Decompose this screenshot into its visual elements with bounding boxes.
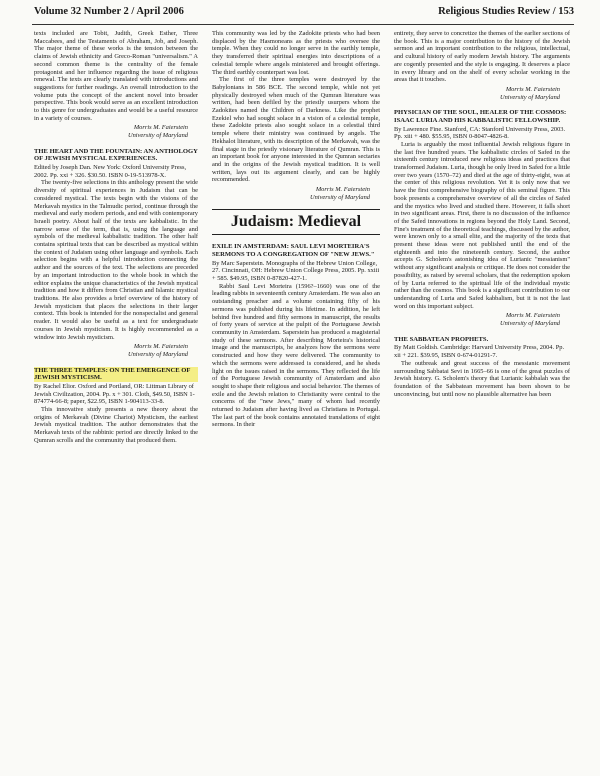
review-body: The outbreak and great success of the messianic movement surrounding Sabbatai Sevi in 1665–66 is one of the great puzzles of Jewish history. G. Scholem's theory that Lurianic kabbalah was the foundation of the Sabbatean movement has been shown to be unconvincing, but until now no plausible alternative has been [394,359,570,398]
review-body: This innovative study presents a new theory about the origins of Merkavah (Divine Chariot) Mysticism, the earliest Jewish mystical tradition. The author demonstrates that the Merkavah texts of the rabbinic period are directly linked to the Qumran scrolls and the community that produced them. [34,405,198,444]
running-header-left: Volume 32 Number 2 / April 2006 [34,6,184,17]
reviewer-affiliation: University of Maryland [128,350,188,358]
review-body: Luria is arguably the most influential Jewish religious figure in the last five hundred years. The kabbalistic circles of Safed in the sixteenth century introduced new religious ideas and practices that transformed Judaism. Luria, though he only lived in Safed for a little over two years (1570–72) and died at the age of thirty-eight, was at the center of this religious revolution. Yet it is only now that we have the first comprehensive biography of this seminal figure. This book presents a comprehensive overview of all the circles of Safed and the mystics who lived and studied there. However, it falls short in two significant areas. First, there is no discussion of the influence of the Safed innovations in regions beyond the Holy Land. Second, Fine's treatment of the theoretical teachings, discussed by the author, were known only to a small elite, and the majority of the texts that present these ideas were not published until the end of the eighteenth and into the nineteenth century. Second, the author accepts G. Scholem's astonishing idea of Lurianic "messianism" without any significant analysis or critique. He does not consider the possibility, as raised by several scholars, that the redemption spoken of by Luria referred to the spiritual life of the individual mystic rather than the cosmos. This book is a significant contribution to our understanding of Luria and Safed kabbalism, but it is not the last word on this important subject. [394,140,570,310]
reviewer-affiliation: University of Maryland [500,320,560,328]
reviewer-affiliation: University of Maryland [128,132,188,140]
reviewer-signature [34,343,188,358]
column-3 [394,30,570,772]
column-2 [212,30,380,772]
review-citation: By Rachel Elior. Oxford and Portland, OR: Littman Library of Jewish Civilization, 2004. Pp. x + 301. Cloth, $49.50, ISBN 1-874774-66-8; paper, $22.95, ISBN 1-904113-33-8. [34,382,195,406]
reviewer-affiliation: University of Maryland [310,193,370,201]
column-1 [34,30,198,772]
review-title: THE SABBATEAN PROPHETS. [394,335,489,343]
reviewer-name: Morris M. Faierstein [505,312,560,320]
reviewer-name: Morris M. Faierstein [315,186,370,194]
reviewer-name: Morris M. Faierstein [133,343,188,351]
review-citation: Edited by Joseph Dan. New York: Oxford University Press, 2002. Pp. xxi + 326. $30.50. ISBN 0-19-513978-X. [34,164,187,179]
reviewer-signature [34,124,188,139]
review-continuation: This community was led by the Zadokite priests who had been displaced by the Hasmoneans as the priests who oversee the temple. When they could no longer serve in the earthly temple, they transferred their spiritual energies into descriptions of a celestial temple where angels ministered and brought offerings. The third earthly counterpart was lost. [212,30,380,76]
review-body: The twenty-five selections in this anthology present the wide diversity of spiritual experiences in Judaism that can be considered mystical. The texts begin with the visions of the Merkavah mystics in the Talmudic period, continue through the medieval and early modern periods, and end with contemporary Israeli poetry. About half of the texts are kabbalistic. In the narrow sense of the term, that is, using the language and symbols of the medieval kabbalistic tradition. The other half contains spiritual texts that can be described as mystical within the context of Judaism using other language and symbols. Each selection begins with a helpful introduction connecting the author and the sources of the text. The selections are preceded by an important introduction to the whole book in which the editor explains the unique characteristics of the Jewish mystical tradition and how it differs from Christian and Islamic mystical traditions. He also provides a brief overview of the history of Jewish mysticism that places the selections in their larger context. This book is intended for the nonspecialist and general reader. It would also be useful as a text for undergraduate courses in Jewish mysticism. It is highly recommended as a window into Jewish mysticism. [34,179,198,341]
review-citation: By Lawrence Fine. Stanford, CA: Stanford University Press, 2003. Pp. xiii + 480. $55.95, ISBN 0-8047-4826-8. [394,125,566,141]
reviewer-name: Morris M. Faierstein [505,85,560,93]
reviewer-signature [394,312,560,327]
review-continuation: texts included are Tobit, Judith, Greek Esther, Three Maccabees, and the Testaments of Abraham, Job, and Joseph. The major theme of these works is the tension between the claims of Jewish ethnicity and Greco-Roman "universalism." A second common theme is the centrality of the female protagonist and her influence regarding the issue of religious renewal. The texts are clearly translated with introductions and suggestions for further readings. An overall introduction to the volume puts the concept of the ancient novel into broader perspective. This book would serve as an excellent introduction to this genre for undergraduates and would be a useful resource in a variety of courses. [34,30,198,122]
reviewer-name: Morris M. Faierstein [133,124,188,132]
review-continuation: entirety, they serve to concretize the themes of the earlier sections of the book. This is a major contribution to the history of the Jewish sermon and an important contribution to the religious, intellectual, and cultural history of early modern Jewish history. The arguments are cogently presented and the style is engaging. It deserves a place in every library and on the shelf of every scholar working in the areas that it touches. [394,30,570,84]
section-banner: Judaism: Medieval [212,209,380,235]
reviewer-signature [394,86,560,101]
review-citation: By Marc Saperstein. Monographs of the Hebrew Union College, 27. Cincinnati, OH: Hebrew Union College Press, 2005. Pp. xxiii + 585. $49.95, ISBN 0-87820-427-1. [212,259,380,283]
header-rule [32,24,574,25]
reviewer-affiliation: University of Maryland [500,93,560,101]
review-title: THE HEART AND THE FOUNTAIN: AN ANTHOLOGY OF JEWISH MYSTICAL EXPERIENCES. [34,147,198,163]
review-citation: By Matt Goldish. Cambridge: Harvard University Press, 2004. Pp. xii + 221. $39.95, ISBN 0-674-01291-7. [394,344,565,360]
reviewer-signature [212,186,370,201]
review-body: Rabbi Saul Levi Morteira (1596?–1660) was one of the leading rabbis in seventeenth century Amsterdam. He was also an outstanding preacher and a volume containing fifty of his sermons was published during his lifetime. In addition, he left behind five hundred and fifty sermons in manuscript, the results of forty years of service at the pulpit of the Portuguese Jewish community in Amsterdam. Saperstein has produced a magisterial study of these sermons. After describing Morteira's historical image and the manuscripts, he analyzes how the sermons were constructed and how they were delivered. The community to which the sermons were addressed is considered, and he sheds light on the issues raised in the sermons. They reflected the life of the Portuguese Jewish community of Amsterdam and also sought to shape their religious and social behavior. The themes of exile and the Jewish relation to Christianity were central to the concerns of the "new Jews," many of whom had recently returned to Judaism after having lived as Christians in Portugal. The last part of the book contains annotated translations of eight sermons. In their [212,282,380,429]
review-title-highlighted: THE THREE TEMPLES: ON THE EMERGENCE OF JEWISH MYSTICISM. [34,367,198,382]
running-header-right: Religious Studies Review / 153 [438,6,574,17]
review-title: PHYSICIAN OF THE SOUL, HEALER OF THE COSMOS: ISAAC LURIA AND HIS KABBALISTIC FELLOWSHIP. [394,109,567,124]
review-title: EXILE IN AMSTERDAM: SAUL LEVI MORTEIRA'S SERMONS TO A CONGREGATION OF "NEW JEWS." [212,243,375,259]
review-body: The first of the three temples were destroyed by the Babylonians in 586 BCE. The second temple, while not yet physically destroyed when much of the Qumran literature was written, had been defiled by the priestly usurpers whom the Zadokites named the Children of Darkness. Like the prophet Ezekiel who had sought solace in a vision of a celestial temple, these Zadokite priests also sought solace in a celestial third temple where their ministry was continued by angels. The Hekhalot literature, with its description of the Merkavah, was the final stage in the priestly visionary literature of Qumran. This is an important book for anyone interested in the Qumran sectaries and in the origins of the Jewish mystical tradition. It is well written, lays out its argument clearly, and can be highly recommended. [212,76,380,184]
